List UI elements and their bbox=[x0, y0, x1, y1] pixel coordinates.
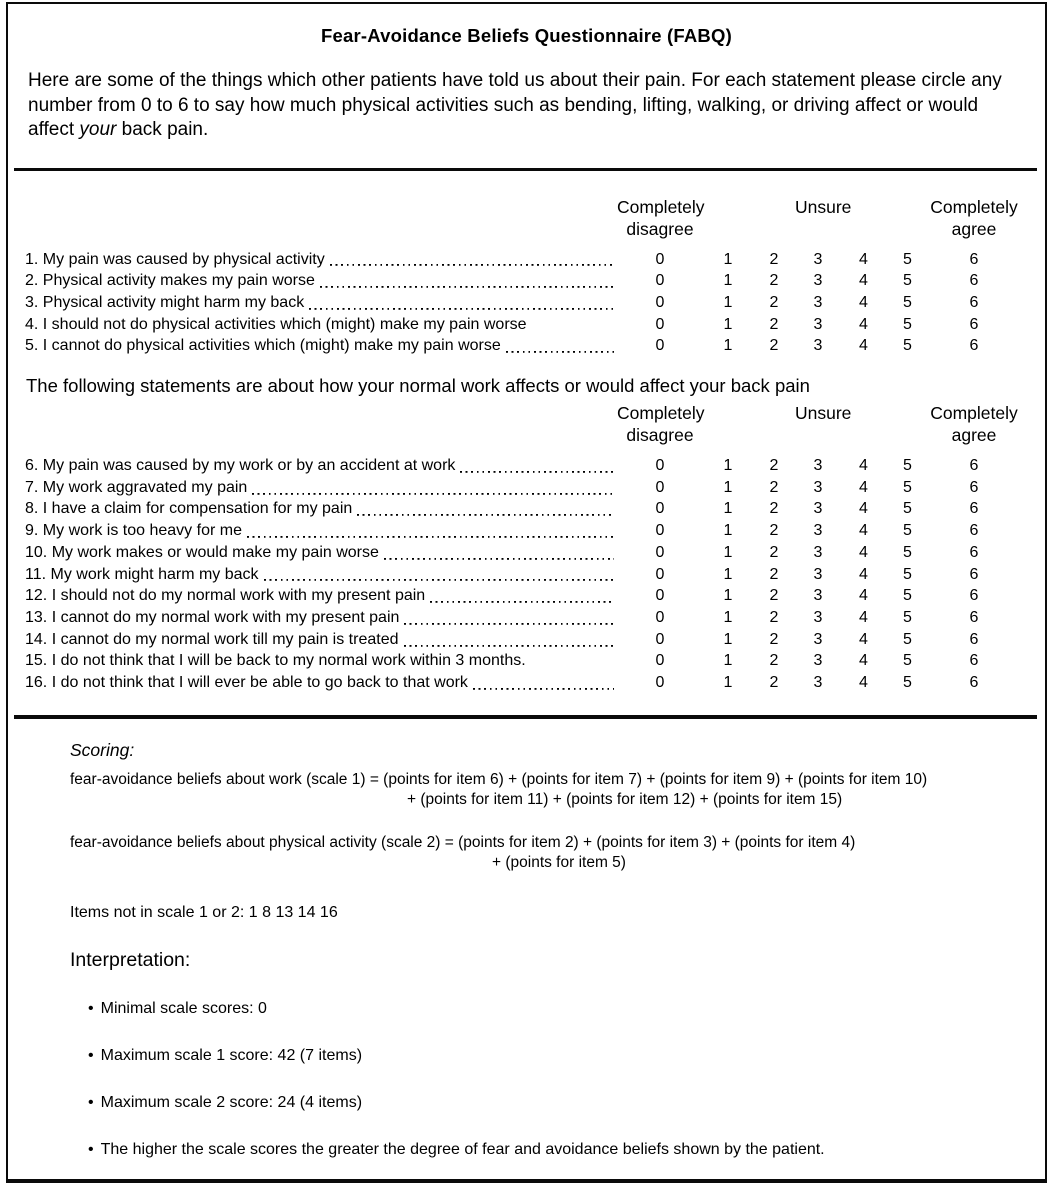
item-statement bbox=[25, 314, 617, 336]
scale-option[interactable]: 1 bbox=[723, 630, 733, 648]
dot-leader bbox=[309, 292, 614, 314]
scale-option[interactable]: 4 bbox=[859, 478, 868, 496]
scale-option[interactable]: 0 bbox=[655, 457, 665, 475]
scale-option[interactable]: 1 bbox=[723, 272, 733, 290]
scale-option[interactable]: 6 bbox=[969, 500, 979, 518]
item-statement bbox=[25, 335, 617, 357]
scale-option[interactable]: 4 bbox=[859, 630, 868, 648]
scale-option[interactable]: 0 bbox=[655, 315, 665, 333]
scale-option[interactable]: 5 bbox=[903, 315, 912, 333]
questionnaire-item bbox=[25, 520, 1045, 542]
document-page bbox=[6, 2, 1047, 1183]
scale-label-completely-agree bbox=[929, 196, 1019, 240]
item-text: 8. I have a claim for compensation for my pain bbox=[25, 500, 353, 518]
scale-option[interactable]: 0 bbox=[655, 543, 665, 561]
scale-option[interactable]: 0 bbox=[655, 272, 665, 290]
scale-option[interactable]: 0 bbox=[655, 630, 665, 648]
item-statement bbox=[25, 292, 617, 314]
item-text: 6. My pain was caused by my work or by an accident at work bbox=[25, 457, 456, 475]
dot-leader bbox=[330, 249, 614, 271]
dot-leader bbox=[320, 270, 614, 292]
interpretation-bullet: • Maximum scale 1 score: 42 (7 items) bbox=[88, 1046, 1025, 1066]
questionnaire-item bbox=[25, 498, 1045, 520]
scale-option[interactable]: 4 bbox=[859, 587, 868, 605]
questionnaire-item bbox=[25, 477, 1045, 499]
questionnaire-item bbox=[25, 650, 1045, 672]
scale-option[interactable]: 1 bbox=[723, 250, 733, 268]
questionnaire-item bbox=[25, 672, 1045, 694]
scale-option[interactable]: 2 bbox=[769, 478, 779, 496]
scale-option[interactable]: 2 bbox=[769, 652, 779, 670]
work-items bbox=[8, 455, 1045, 694]
scale-option[interactable]: 1 bbox=[723, 608, 733, 626]
scale-option[interactable]: 6 bbox=[969, 478, 979, 496]
scale-option[interactable]: 4 bbox=[859, 250, 868, 268]
scale-option[interactable]: 4 bbox=[859, 543, 868, 561]
scale1-formula-line1: fear-avoidance beliefs about work (scale 1) = (points for item 6) + (points for item 7) + (points for item 9) + (points for item 10) bbox=[70, 770, 928, 788]
scale-option[interactable]: 1 bbox=[723, 587, 733, 605]
scale-option[interactable]: 3 bbox=[813, 652, 823, 670]
scale-option[interactable]: 3 bbox=[813, 500, 823, 518]
scale-option[interactable]: 0 bbox=[655, 565, 665, 583]
scale-option[interactable]: 2 bbox=[769, 587, 779, 605]
scale-option[interactable]: 4 bbox=[859, 652, 868, 670]
scale-label-completely-agree bbox=[929, 402, 1019, 446]
scale-option[interactable]: 6 bbox=[969, 652, 979, 670]
item-statement bbox=[25, 607, 617, 629]
scale-option[interactable]: 5 bbox=[903, 337, 912, 355]
item-text: 14. I cannot do my normal work till my pain is treated bbox=[25, 630, 399, 648]
item-text: 10. My work makes or would make my pain worse bbox=[25, 543, 379, 561]
scale-option[interactable]: 2 bbox=[769, 337, 779, 355]
scale-label-line: Completely bbox=[617, 403, 705, 424]
scale-option[interactable]: 2 bbox=[769, 315, 779, 333]
dot-leader bbox=[430, 585, 614, 607]
intro-text-start: Here are some of the things which other patients have told us about their pain. For each statement please circle any number from 0 to 6 to say how much physical activities such as bending, lifting, walking, or driving affect or would affect bbox=[28, 70, 1002, 140]
scale-option[interactable]: 3 bbox=[813, 565, 823, 583]
scale-option[interactable]: 0 bbox=[655, 250, 665, 268]
scale2-formula bbox=[70, 833, 1029, 874]
dot-leader bbox=[247, 520, 614, 542]
item-text: 3. Physical activity might harm my back bbox=[25, 293, 305, 311]
item-text: 4. I should not do physical activities which (might) make my pain worse bbox=[25, 315, 527, 333]
scale-option[interactable]: 4 bbox=[859, 337, 868, 355]
intro-text-italic: your bbox=[79, 119, 117, 140]
questionnaire-item bbox=[25, 314, 1045, 336]
item-statement bbox=[25, 455, 617, 477]
scale-option[interactable]: 3 bbox=[813, 543, 823, 561]
questionnaire-item bbox=[25, 249, 1045, 271]
scale-option[interactable]: 1 bbox=[723, 565, 733, 583]
scale-option[interactable]: 1 bbox=[723, 543, 733, 561]
item-text: 12. I should not do my normal work with my present pain bbox=[25, 587, 426, 605]
scale-option[interactable]: 1 bbox=[723, 500, 733, 518]
intro-paragraph bbox=[28, 69, 1023, 143]
scale-option[interactable]: 5 bbox=[903, 565, 912, 583]
scale-option[interactable]: 4 bbox=[859, 272, 868, 290]
item-text: 1. My pain was caused by physical activity bbox=[25, 250, 325, 268]
scale-option[interactable]: 1 bbox=[723, 478, 733, 496]
dot-leader bbox=[404, 607, 614, 629]
questionnaire-item bbox=[25, 607, 1045, 629]
scale-option[interactable]: 5 bbox=[903, 272, 912, 290]
work-section-lead: The following statements are about how your normal work affects or would affect your back pain bbox=[26, 375, 810, 397]
item-text: 2. Physical activity makes my pain worse bbox=[25, 272, 315, 290]
scale-option[interactable]: 0 bbox=[655, 674, 665, 692]
scale-option[interactable]: 6 bbox=[969, 565, 979, 583]
scale-option[interactable]: 5 bbox=[903, 500, 912, 518]
physical-activity-items bbox=[8, 249, 1045, 358]
scale2-formula-line2: + (points for item 5) bbox=[492, 854, 626, 872]
scale-header-work bbox=[25, 402, 1045, 446]
scale1-formula-line2: + (points for item 11) + (points for item 12) + (points for item 15) bbox=[407, 791, 843, 809]
scale-option[interactable]: 4 bbox=[859, 608, 868, 626]
scale-option[interactable]: 5 bbox=[903, 457, 912, 475]
scale-label-line: agree bbox=[951, 425, 997, 446]
item-statement bbox=[25, 498, 617, 520]
scale-option[interactable]: 6 bbox=[969, 315, 979, 333]
scale-option[interactable]: 5 bbox=[903, 587, 912, 605]
scale2-formula-line1: fear-avoidance beliefs about physical activity (scale 2) = (points for item 2) + (points for item 3) + (points for item 4) bbox=[70, 833, 856, 851]
scale-option[interactable]: 1 bbox=[723, 457, 733, 475]
item-text: 13. I cannot do my normal work with my present pain bbox=[25, 608, 400, 626]
dot-leader bbox=[357, 498, 614, 520]
scale-option[interactable]: 1 bbox=[723, 315, 733, 333]
scale-header-physical-activity bbox=[25, 196, 1045, 240]
scale-option[interactable]: 5 bbox=[903, 608, 912, 626]
scale-option[interactable]: 2 bbox=[769, 500, 779, 518]
scale-option[interactable]: 3 bbox=[813, 337, 823, 355]
scale1-formula bbox=[70, 770, 1029, 811]
scale-option[interactable]: 3 bbox=[813, 522, 823, 540]
scale-option[interactable]: 3 bbox=[813, 587, 823, 605]
scale-option[interactable]: 6 bbox=[969, 293, 979, 311]
scale-option[interactable]: 6 bbox=[969, 587, 979, 605]
scale-label-line: disagree bbox=[626, 218, 694, 239]
divider-top bbox=[14, 168, 1037, 171]
items-not-in-scale-note: Items not in scale 1 or 2: 1 8 13 14 16 bbox=[70, 903, 338, 921]
scale-option[interactable]: 1 bbox=[723, 652, 733, 670]
questionnaire-item bbox=[25, 629, 1045, 651]
questionnaire-item bbox=[25, 270, 1045, 292]
scale-option[interactable]: 2 bbox=[769, 293, 779, 311]
dot-leader bbox=[404, 629, 615, 651]
dot-leader bbox=[460, 455, 614, 477]
scale-option[interactable]: 5 bbox=[903, 652, 912, 670]
scale-option[interactable]: 0 bbox=[655, 522, 665, 540]
scale-label-line: Completely bbox=[930, 403, 1018, 424]
questionnaire-item bbox=[25, 335, 1045, 357]
scale-option[interactable]: 5 bbox=[903, 522, 912, 540]
questionnaire-item bbox=[25, 455, 1045, 477]
scale-option[interactable]: 4 bbox=[859, 293, 868, 311]
interpretation-heading: Interpretation: bbox=[70, 948, 191, 971]
scale-label-completely-disagree bbox=[617, 402, 703, 446]
scale-option[interactable]: 4 bbox=[859, 500, 868, 518]
scale-option[interactable]: 5 bbox=[903, 543, 912, 561]
scale-option[interactable]: 4 bbox=[859, 522, 868, 540]
scale-option[interactable]: 5 bbox=[903, 478, 912, 496]
item-statement bbox=[25, 585, 617, 607]
item-statement bbox=[25, 564, 617, 586]
dot-leader bbox=[384, 542, 614, 564]
scale-option[interactable]: 3 bbox=[813, 478, 823, 496]
item-text: 7. My work aggravated my pain bbox=[25, 478, 248, 496]
scale-option[interactable]: 2 bbox=[769, 250, 779, 268]
scale-option[interactable]: 6 bbox=[969, 543, 979, 561]
item-statement bbox=[25, 672, 617, 694]
scale-option[interactable]: 4 bbox=[859, 565, 868, 583]
item-statement bbox=[25, 270, 617, 292]
scale-option[interactable]: 1 bbox=[723, 674, 733, 692]
dot-leader bbox=[264, 564, 614, 586]
scale-option[interactable]: 2 bbox=[769, 630, 779, 648]
scale-option[interactable]: 2 bbox=[769, 674, 779, 692]
interpretation-bullets bbox=[8, 999, 1045, 1160]
scale-option[interactable]: 3 bbox=[813, 674, 823, 692]
questionnaire-item bbox=[25, 564, 1045, 586]
item-text: 11. My work might harm my back bbox=[25, 565, 259, 583]
scale-option[interactable]: 3 bbox=[813, 250, 823, 268]
scoring-section bbox=[70, 739, 1029, 923]
scale-option[interactable]: 6 bbox=[969, 457, 979, 475]
scale-option[interactable]: 3 bbox=[813, 293, 823, 311]
scale-label-line: Completely bbox=[930, 196, 1018, 217]
document-title: Fear-Avoidance Beliefs Questionnaire (FABQ) bbox=[321, 25, 732, 46]
scale-option[interactable]: 3 bbox=[813, 630, 823, 648]
scale-option[interactable]: 4 bbox=[859, 457, 868, 475]
scale-option[interactable]: 2 bbox=[769, 272, 779, 290]
questionnaire-item bbox=[25, 542, 1045, 564]
item-statement bbox=[25, 249, 617, 271]
item-text: 5. I cannot do physical activities which (might) make my pain worse bbox=[25, 337, 501, 355]
scale-option[interactable]: 0 bbox=[655, 478, 665, 496]
scale-option[interactable]: 5 bbox=[903, 293, 912, 311]
item-text: 16. I do not think that I will ever be able to go back to that work bbox=[25, 674, 468, 692]
scale-option[interactable]: 0 bbox=[655, 652, 665, 670]
dot-leader bbox=[473, 672, 614, 694]
divider-bottom bbox=[14, 715, 1037, 719]
scale-option[interactable]: 2 bbox=[769, 522, 779, 540]
scale-label-unsure: Unsure bbox=[795, 196, 852, 217]
scale-option[interactable]: 5 bbox=[903, 674, 912, 692]
dot-leader bbox=[252, 477, 614, 499]
dot-leader bbox=[506, 335, 614, 357]
interpretation-bullet: • Maximum scale 2 score: 24 (4 items) bbox=[88, 1093, 1025, 1113]
scale-option[interactable]: 1 bbox=[723, 337, 733, 355]
scale-option[interactable]: 6 bbox=[969, 337, 979, 355]
item-statement bbox=[25, 629, 617, 651]
scale-option[interactable]: 0 bbox=[655, 337, 665, 355]
scale-label-line: agree bbox=[951, 218, 997, 239]
scale-option[interactable]: 0 bbox=[655, 500, 665, 518]
intro-text-end: back pain. bbox=[116, 119, 209, 140]
item-statement bbox=[25, 477, 617, 499]
scale-option[interactable]: 6 bbox=[969, 674, 979, 692]
questionnaire-item bbox=[25, 585, 1045, 607]
item-text: 15. I do not think that I will be back to my normal work within 3 months. bbox=[25, 652, 526, 670]
item-statement bbox=[25, 650, 617, 672]
scale-option[interactable]: 3 bbox=[813, 272, 823, 290]
scale-option[interactable]: 6 bbox=[969, 522, 979, 540]
scale-option[interactable]: 6 bbox=[969, 630, 979, 648]
scale-option[interactable]: 6 bbox=[969, 250, 979, 268]
questionnaire-item bbox=[25, 292, 1045, 314]
scale-option[interactable]: 0 bbox=[655, 608, 665, 626]
scale-option[interactable]: 3 bbox=[813, 315, 823, 333]
interpretation-bullet: • The higher the scale scores the greater the degree of fear and avoidance beliefs shown by the patient. bbox=[88, 1140, 1025, 1160]
scale-option[interactable]: 4 bbox=[859, 674, 868, 692]
scale-option[interactable]: 3 bbox=[813, 457, 823, 475]
scale-option[interactable]: 6 bbox=[969, 272, 979, 290]
scale-option[interactable]: 2 bbox=[769, 565, 779, 583]
scale-label-line: disagree bbox=[626, 425, 694, 446]
item-statement bbox=[25, 542, 617, 564]
scale-option[interactable]: 0 bbox=[655, 293, 665, 311]
scale-option[interactable]: 2 bbox=[769, 457, 779, 475]
scale-option[interactable]: 2 bbox=[769, 543, 779, 561]
scale-option[interactable]: 5 bbox=[903, 630, 912, 648]
scale-option[interactable]: 5 bbox=[903, 250, 912, 268]
item-statement bbox=[25, 520, 617, 542]
scale-option[interactable]: 1 bbox=[723, 293, 733, 311]
scale-label-completely-disagree bbox=[617, 196, 703, 240]
scale-option[interactable]: 4 bbox=[859, 315, 868, 333]
scoring-heading: Scoring: bbox=[70, 739, 135, 760]
scale-label-unsure: Unsure bbox=[795, 403, 852, 424]
interpretation-bullet: • Minimal scale scores: 0 bbox=[88, 999, 1025, 1019]
scale-option[interactable]: 0 bbox=[655, 587, 665, 605]
scale-label-line: Completely bbox=[617, 196, 705, 217]
scale-option[interactable]: 3 bbox=[813, 608, 823, 626]
item-text: 9. My work is too heavy for me bbox=[25, 522, 242, 540]
scale-option[interactable]: 1 bbox=[723, 522, 733, 540]
scale-option[interactable]: 2 bbox=[769, 608, 779, 626]
scale-option[interactable]: 6 bbox=[969, 608, 979, 626]
